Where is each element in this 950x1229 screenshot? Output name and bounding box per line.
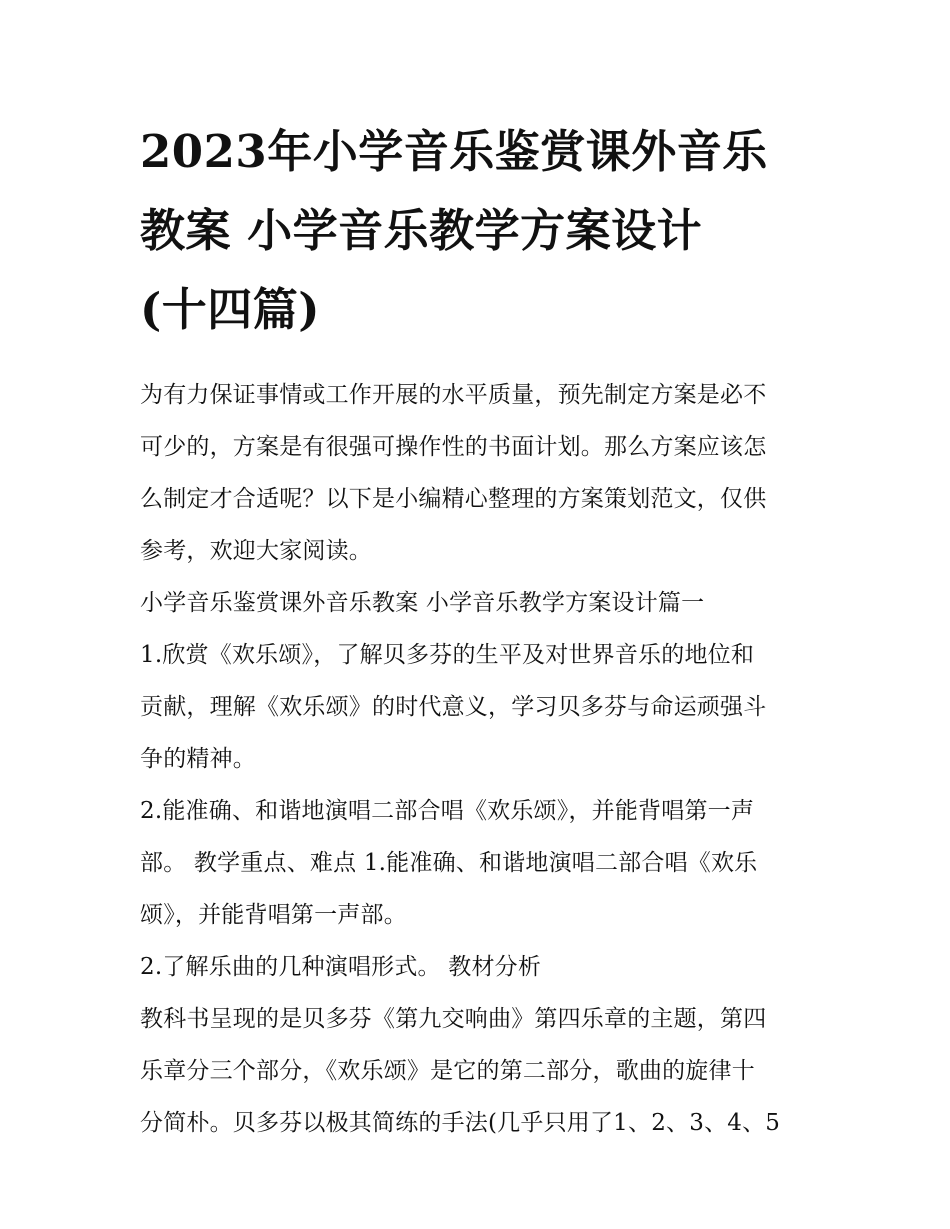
body-line: 参考，欢迎大家阅读。 [140, 538, 372, 564]
body-line: 为有力保证事情或工作开展的水平质量，预先制定方案是必不 [140, 382, 767, 408]
document-body [140, 369, 812, 1149]
body-line: 贡献，理解《欢乐颂》的时代意义，学习贝多芬与命运顽强斗 [140, 694, 767, 720]
document-page [140, 112, 812, 1149]
section-heading: 小学音乐鉴赏课外音乐教案 小学音乐教学方案设计篇一 [140, 590, 705, 616]
title-line-1: 2023年小学音乐鉴赏课外音乐 [140, 125, 768, 178]
body-line: 2.能准确、和谐地演唱二部合唱《欢乐颂》，并能背唱第一声 [140, 798, 755, 824]
body-line: 教科书呈现的是贝多芬《第九交响曲》第四乐章的主题，第四 [140, 1006, 767, 1032]
body-line: 么制定才合适呢？以下是小编精心整理的方案策划范文，仅供 [140, 486, 767, 512]
body-line: 可少的，方案是有很强可操作性的书面计划。那么方案应该怎 [140, 434, 767, 460]
document-title [140, 112, 812, 349]
body-line: 1.欣赏《欢乐颂》，了解贝多芬的生平及对世界音乐的地位和 [140, 642, 755, 668]
body-line: 部。 教学重点、难点 1.能准确、和谐地演唱二部合唱《欢乐 [140, 850, 758, 876]
body-line: 分简朴。贝多芬以极其简练的手法(几乎只用了1、2、3、4、5 [140, 1110, 781, 1136]
body-line: 乐章分三个部分，《欢乐颂》是它的第二部分，歌曲的旋律十 [140, 1058, 755, 1084]
body-line: 2.了解乐曲的几种演唱形式。 教材分析 [140, 954, 542, 980]
title-line-2: 教案 小学音乐教学方案设计 [140, 204, 703, 257]
body-line: 争的精神。 [140, 746, 256, 772]
body-line: 颂》，并能背唱第一声部。 [140, 902, 407, 928]
title-line-3: (十四篇) [140, 283, 321, 336]
